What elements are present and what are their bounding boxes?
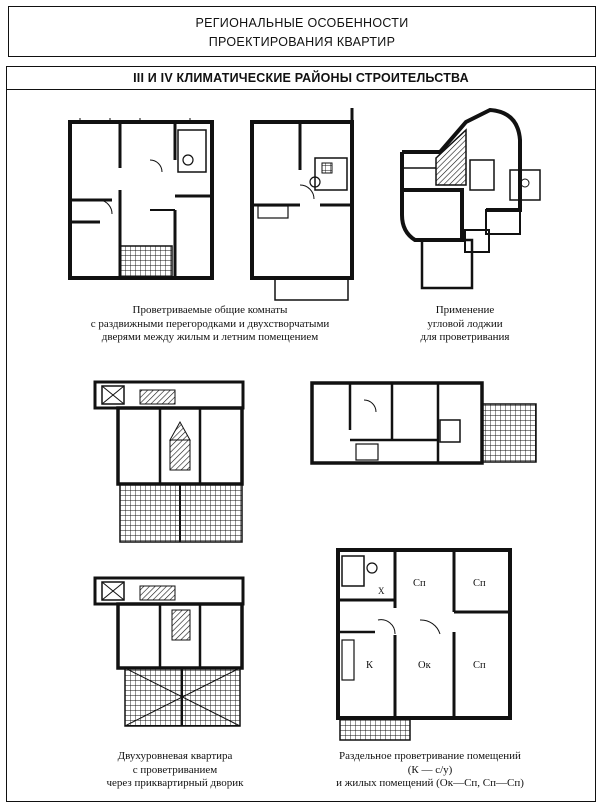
caption-two-level xyxy=(90,750,260,791)
caption-line: (К — с/у) xyxy=(407,763,453,776)
plan-ventilated-common-rooms xyxy=(70,118,212,278)
caption-line: Раздельное проветривание помещений xyxy=(339,750,521,762)
room-label-bath: Х xyxy=(378,586,385,596)
caption-line: для проветривания xyxy=(420,331,510,343)
section-title: III И IV КЛИМАТИЧЕСКИЕ РАЙОНЫ СТРОИТЕЛЬСТВА xyxy=(7,67,595,90)
plan-right-middle xyxy=(312,383,536,463)
room-label-bedroom-2: Сп xyxy=(473,578,486,589)
plan-corner-loggia xyxy=(402,110,540,288)
caption-line: с раздвижными перегородками и двухстворчатыми xyxy=(90,317,330,330)
caption-corner-loggia xyxy=(400,304,530,345)
caption-line: Двухуровневая квартира xyxy=(117,750,233,762)
page-title-line-1: РЕГИОНАЛЬНЫЕ ОСОБЕННОСТИ xyxy=(195,16,409,30)
caption-line: с проветриванием xyxy=(132,763,218,776)
room-label-common-room: Ок xyxy=(418,660,431,671)
room-label-kitchen: К xyxy=(366,660,374,671)
caption-line: Проветриваемые общие комнаты xyxy=(132,304,288,316)
plan-two-level-lower xyxy=(95,578,243,726)
plan-two-level-upper xyxy=(95,382,243,542)
page-title-line-2: ПРОЕКТИРОВАНИЯ КВАРТИР xyxy=(208,35,396,49)
plan-ventilated-common-rooms-2 xyxy=(252,108,352,300)
room-label-bedroom-3: Сп xyxy=(473,660,486,671)
caption-line: дверями между жилым и летним помещением xyxy=(101,331,319,343)
caption-separate-ventilation xyxy=(320,750,540,791)
caption-line: угловой лоджии xyxy=(427,317,503,330)
caption-line: через приквартирный дворик xyxy=(106,777,244,789)
caption-line: и жилых помещений (Ок—Сп, Сп—Сп) xyxy=(336,777,524,789)
room-label-bedroom-1: Сп xyxy=(413,578,426,589)
caption-ventilated-rooms xyxy=(60,304,360,345)
caption-line: Применение xyxy=(435,304,495,316)
